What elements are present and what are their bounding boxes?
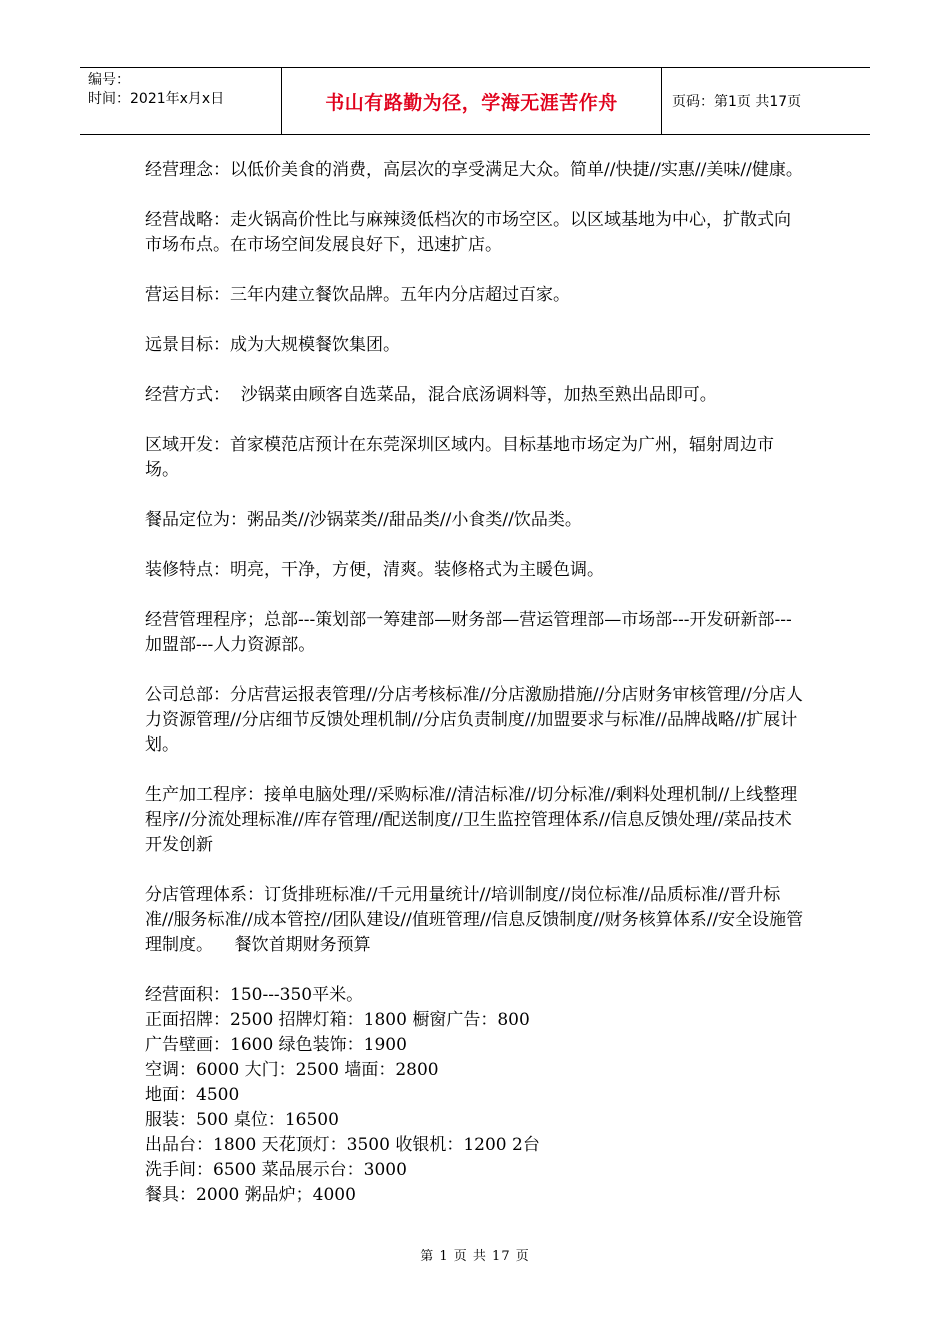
paragraph-branch-management: 分店管理体系：订货排班标准//千元用量统计//培训制度//岗位标准//品质标准//晋升标准//服务标准//成本管控//团队建设//值班管理//信息反馈制度//财务核算体系//安全设施管理制度。 餐饮首期财务预算	[145, 885, 804, 955]
header-motto: 书山有路勤为径，学海无涯苦作舟	[325, 91, 618, 114]
paragraph-strategy: 经营战略：走火锅高价性比与麻辣烫低档次的市场空区。以区域基地为中心，扩散式向市场布点。在市场空间发展良好下，迅速扩店。	[145, 210, 791, 255]
header-meta	[80, 68, 282, 134]
paragraph-regional-development: 区域开发：首家模范店预计在东莞深圳区域内。目标基地市场定为广州，辐射周边市场。	[145, 435, 774, 480]
header-motto-cell	[282, 68, 662, 134]
document-number-label: 编号：	[88, 72, 130, 88]
budget-line: 广告壁画：1600 绿色装饰：1900	[145, 1035, 407, 1055]
paragraph-operating-goal: 营运目标：三年内建立餐饮品牌。五年内分店超过百家。	[145, 285, 570, 305]
paragraph-decoration: 装修特点：明亮，干净，方便，清爽。装修格式为主暖色调。	[145, 560, 604, 580]
budget-line: 服装：500 桌位：16500	[145, 1110, 339, 1130]
paragraph-operating-mode: 经营方式： 沙锅菜由顾客自选菜品，混合底汤调料等，加热至熟出品即可。	[145, 385, 717, 405]
page-header	[80, 67, 870, 135]
budget-line: 洗手间：6500 菜品展示台：3000	[145, 1160, 407, 1180]
paragraph-headquarters: 公司总部：分店营运报表管理//分店考核标准//分店激励措施//分店财务审核管理//分店人力资源管理//分店细节反馈处理机制//分店负责制度//加盟要求与标准//品牌战略//扩展计划。	[145, 685, 803, 755]
paragraph-philosophy: 经营理念：以低价美食的消费，高层次的享受满足大众。简单//快捷//实惠//美味//健康。	[145, 160, 803, 180]
budget-list	[145, 983, 805, 1208]
document-body	[145, 158, 805, 1208]
budget-line: 空调：6000 大门：2500 墙面：2800	[145, 1060, 439, 1080]
budget-line: 经营面积：150---350平米。	[145, 985, 364, 1005]
paragraph-product-positioning: 餐品定位为：粥品类//沙锅菜类//甜品类//小食类//饮品类。	[145, 510, 582, 530]
header-page-cell	[662, 68, 870, 134]
paragraph-vision: 远景目标：成为大规模餐饮集团。	[145, 335, 400, 355]
paragraph-production-procedure: 生产加工程序：接单电脑处理//采购标准//清洁标准//切分标准//剩料处理机制//上线整理程序//分流处理标准//库存管理//配送制度//卫生监控管理体系//信息反馈处理//菜品技术开发创新	[145, 785, 798, 855]
paragraph-management-procedure: 经营管理程序；总部---策划部一筹建部—财务部—营运管理部—市场部---开发研新部---加盟部---人力资源部。	[145, 610, 792, 655]
header-page-label: 页码：第1页 共17页	[672, 94, 802, 110]
budget-line: 餐具：2000 粥品炉；4000	[145, 1185, 356, 1205]
page-footer: 第 1 页 共 17 页	[420, 1249, 530, 1264]
budget-line: 地面：4500	[145, 1085, 240, 1105]
budget-line: 正面招牌：2500 招牌灯箱：1800 橱窗广告：800	[145, 1010, 530, 1030]
document-date-label: 时间：2021年x月x日	[88, 91, 225, 107]
budget-line: 出品台：1800 天花顶灯：3500 收银机：1200 2台	[145, 1135, 540, 1155]
